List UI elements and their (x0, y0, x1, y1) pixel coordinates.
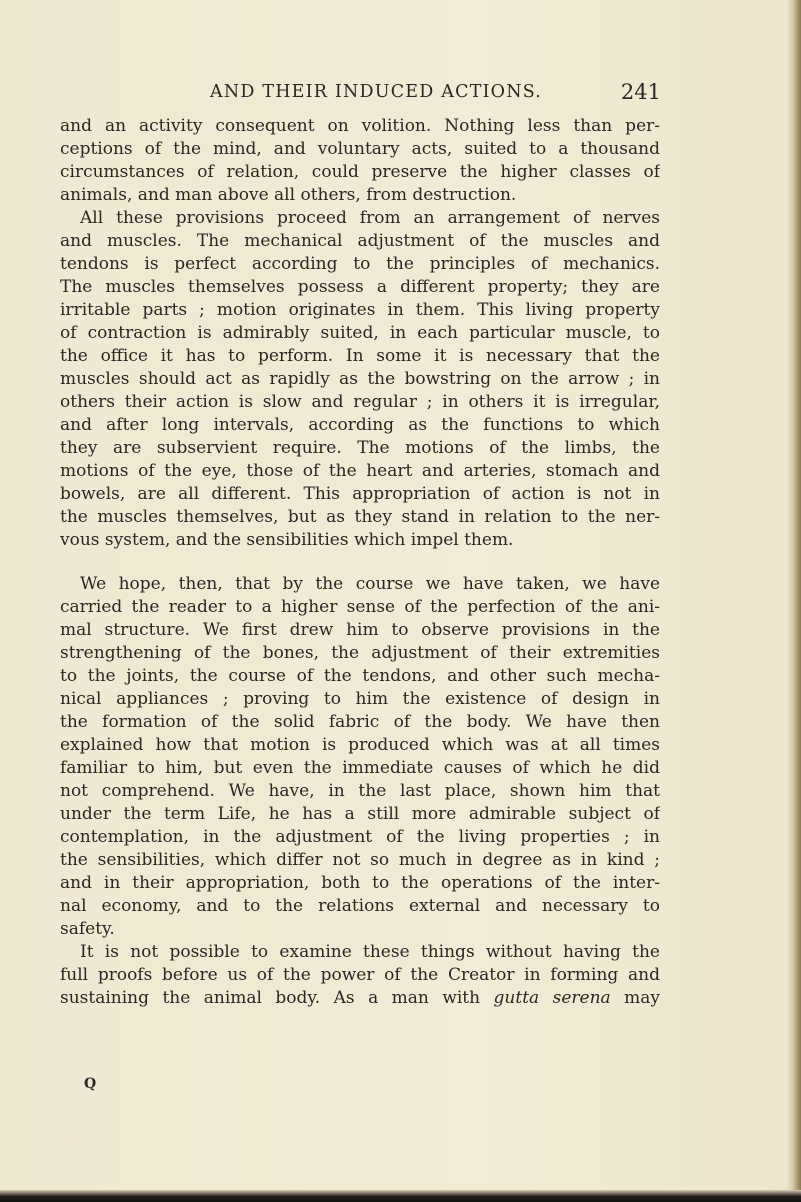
paragraph-1 (60, 115, 660, 207)
signature-mark: Q (84, 1076, 97, 1092)
text-line: safety. (60, 919, 115, 939)
text-line: nal economy, and to the relations external and necessary to (60, 896, 660, 916)
text-line: the office it has to perform. In some it is necessary that the (60, 346, 660, 366)
text-line: mal structure. We first drew him to observe provisions in the (60, 620, 660, 640)
text-line: others their action is slow and regular ; in others it is irregular, (60, 392, 660, 412)
page-edge-shadow (787, 0, 801, 1202)
text-line: under the term Life, he has a still more admirable subject of (60, 804, 660, 824)
text-line: nical appliances ; proving to him the existence of design in (60, 689, 660, 709)
text-line: and muscles. The mechanical adjustment of the muscles and (60, 231, 660, 251)
text-line: the sensibilities, which differ not so much in degree as in kind ; (60, 850, 660, 870)
text-line: and in their appropriation, both to the operations of the inter- (60, 873, 660, 893)
text-line: explained how that motion is produced which was at all times (60, 735, 660, 755)
paragraph-gap (60, 552, 660, 573)
text-line: the formation of the solid fabric of the body. We have then (60, 712, 660, 732)
text-line: they are subservient require. The motions of the limbs, the (60, 438, 660, 458)
text-line: The muscles themselves possess a different property; they are (60, 277, 660, 297)
text-line: familiar to him, but even the immediate causes of which he did (60, 758, 660, 778)
text-line: bowels, are all different. This appropriation of action is not in (60, 484, 660, 504)
text-line: animals, and man above all others, from destruction. (60, 185, 517, 205)
running-head (60, 82, 660, 106)
body-text (60, 115, 660, 1010)
text-fragment: may (610, 988, 660, 1008)
paragraph-3 (60, 573, 660, 941)
text-line: irritable parts ; motion originates in them. This living property (60, 300, 660, 320)
text-line: of contraction is admirably suited, in each particular muscle, to (60, 323, 660, 343)
text-line: muscles should act as rapidly as the bowstring on the arrow ; in (60, 369, 660, 389)
paragraph-2 (60, 207, 660, 552)
paragraph-4 (60, 941, 660, 1010)
text-line (60, 987, 660, 1010)
text-line: to the joints, the course of the tendons, and other such mecha- (60, 666, 660, 686)
text-line: carried the reader to a higher sense of the perfection of the ani- (60, 597, 660, 617)
running-head-title: AND THEIR INDUCED ACTIONS. (210, 82, 543, 102)
text-line: It is not possible to examine these things without having the (80, 942, 660, 962)
text-line: full proofs before us of the power of the Creator in forming and (60, 965, 660, 985)
text-line: tendons is perfect according to the principles of mechanics. (60, 254, 660, 274)
italic-term: gutta serena (493, 988, 611, 1008)
text-line: We hope, then, that by the course we have taken, we have (80, 574, 660, 594)
page-bottom-edge (0, 1190, 801, 1202)
text-line: the muscles themselves, but as they stand in relation to the ner- (60, 507, 660, 527)
text-line: ceptions of the mind, and voluntary acts, suited to a thousand (60, 139, 660, 159)
text-line: All these provisions proceed from an arrangement of nerves (80, 208, 660, 228)
text-line: circumstances of relation, could preserve the higher classes of (60, 162, 660, 182)
text-line: contemplation, in the adjustment of the living properties ; in (60, 827, 660, 847)
text-line: not comprehend. We have, in the last place, shown him that (60, 781, 660, 801)
text-line: motions of the eye, those of the heart and arteries, stomach and (60, 461, 660, 481)
page-number: 241 (620, 80, 661, 104)
text-fragment: sustaining the animal body. As a man with (60, 988, 494, 1008)
text-line: and an activity consequent on volition. Nothing less than per- (60, 116, 660, 136)
text-line: strengthening of the bones, the adjustment of their extremities (60, 643, 660, 663)
text-line: and after long intervals, according as the functions to which (60, 415, 660, 435)
text-line: vous system, and the sensibilities which impel them. (60, 530, 514, 550)
